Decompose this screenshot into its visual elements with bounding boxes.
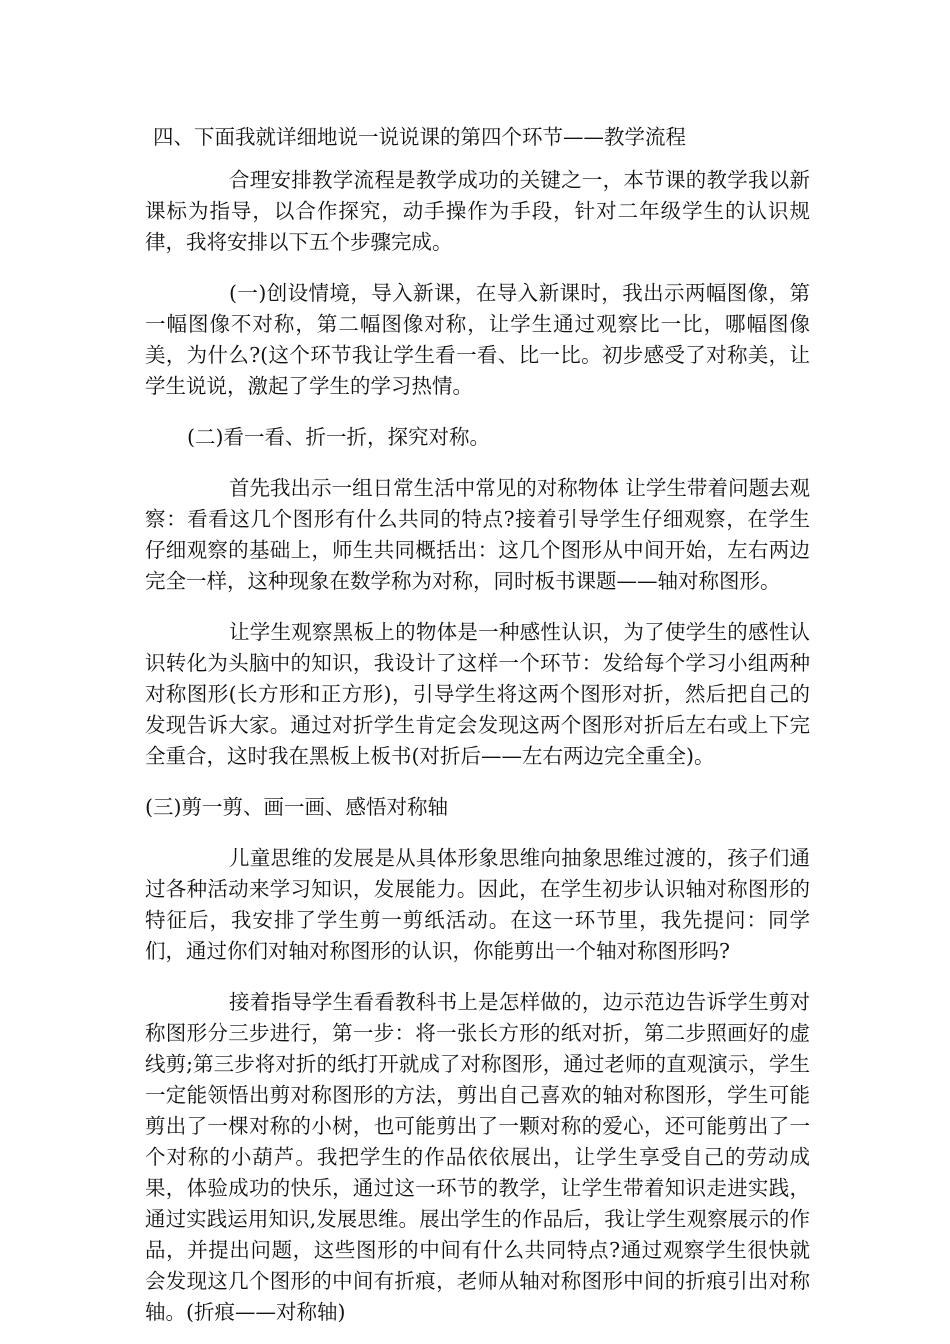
paragraph-step3-2: 接着指导学生看看教科书上是怎样做的，边示范边告诉学生剪对称图形分三步进行，第一步：将一张长方形的纸对折，第二步照画好的虚线剪;第三步将对折的纸打开就成了对称图形，通过老师的直观演示，学生一定能领悟出剪对称图形的方法，剪出自己喜欢的轴对称图形，学生可能剪出了一棵对称的小树，也可能剪出了一颗对称的爱心，还可能剪出了一个对称的小葫芦。我把学生的作品依依展出，让学生享受自己的劳动成果，体验成功的快乐，通过这一环节的教学，让学生带着知识走进实践，通过实践运用知识,发展思维。展出学生的作品后，我让学生观察展示的作品，并提出问题，这些图形的中间有什么共同特点?通过观察学生很快就会发现这几个图形的中间有折痕，老师从轴对称图形中间的折痕引出对称轴。(折痕——对称轴) <box>145 990 810 1324</box>
step2-heading: (二)看一看、折一折，探究对称。 <box>187 425 490 449</box>
paragraph-step2-1: 首先我出示一组日常生活中常见的对称物体 让学生带着问题去观察：看看这几个图形有什么共同的特点?接着引导学生仔细观察，在学生仔细观察的基础上，师生共同概括出：这几个图形从中间开始，左右两边完全一样，这种现象在数学称为对称，同时板书课题——轴对称图形。 <box>145 476 810 593</box>
section-heading: 四、下面我就详细地说一说说课的第四个环节——教学流程 <box>153 125 686 149</box>
paragraph-step3-1: 儿童思维的发展是从具体形象思维向抽象思维过渡的，孩子们通过各种活动来学习知识，发展能力。因此，在学生初步认识轴对称图形的特征后，我安排了学生剪一剪纸活动。在这一环节里，我先提问：同学们，通过你们对轴对称图形的认识，你能剪出一个轴对称图形吗? <box>145 846 810 963</box>
paragraph-intro: 合理安排教学流程是教学成功的关键之一，本节课的教学我以新课标为指导，以合作探究，动手操作为手段，针对二年级学生的认识规律，我将安排以下五个步骤完成。 <box>145 168 810 254</box>
paragraph-step1: (一)创设情境，导入新课，在导入新课时，我出示两幅图像，第一幅图像不对称，第二幅图像对称，让学生通过观察比一比，哪幅图像美，为什么?(这个环节我让学生看一看、比一比。初步感受了对称美，让学生说说，激起了学生的学习热情。 <box>145 281 810 398</box>
document-body <box>145 122 810 1328</box>
paragraph-step2-2: 让学生观察黑板上的物体是一种感性认识，为了使学生的感性认识转化为头脑中的知识，我设计了这样一个环节：发给每个学习小组两种对称图形(长方形和正方形)，引导学生将这两个图形对折，然后把自己的发现告诉大家。通过对折学生肯定会发现这两个图形对折后左右或上下完全重合，这时我在黑板上板书(对折后——左右两边完全重全)。 <box>145 620 810 768</box>
step3-heading: (三)剪一剪、画一画、感悟对称轴 <box>145 795 448 819</box>
